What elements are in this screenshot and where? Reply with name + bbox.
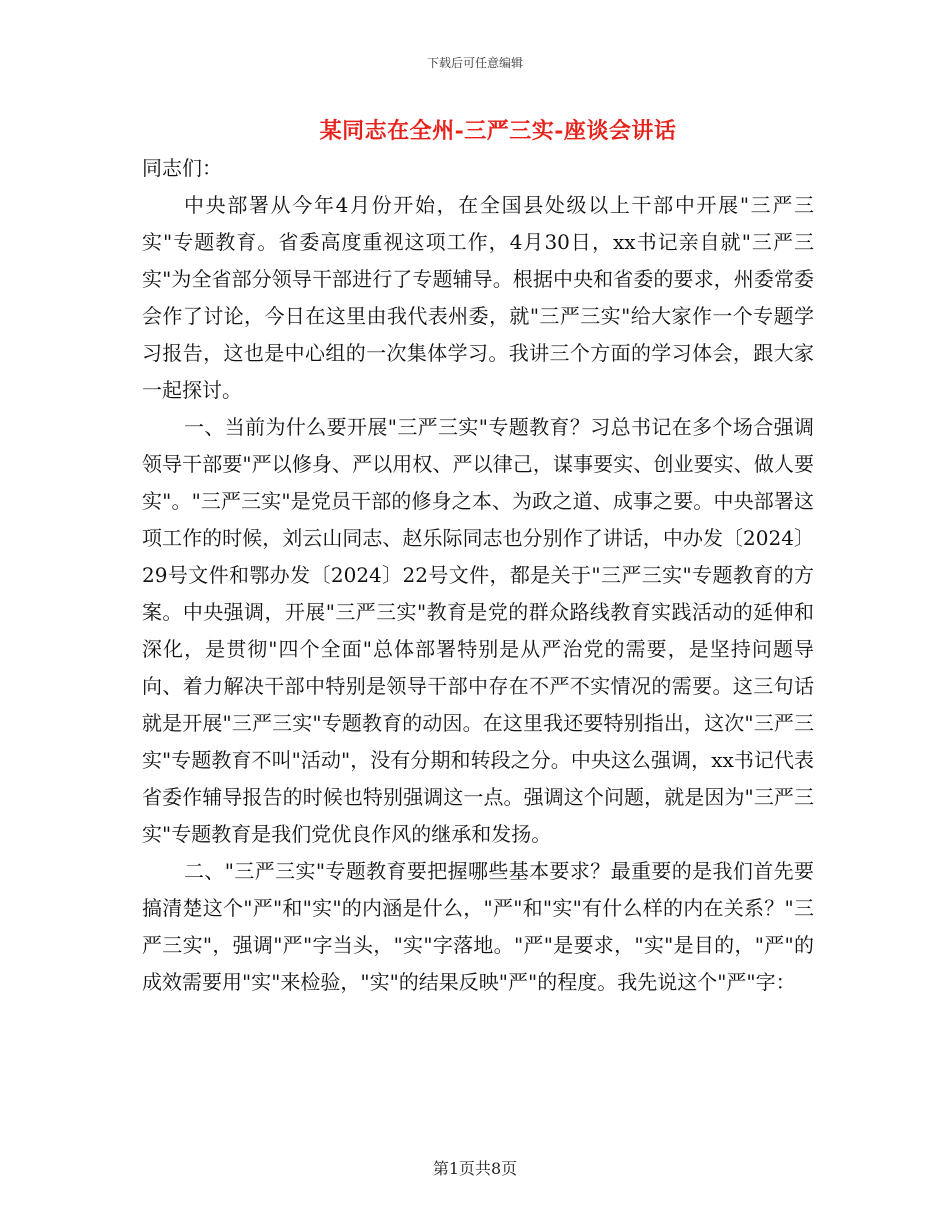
- document-title: 某同志在全州-三严三实-座谈会讲话: [319, 118, 677, 144]
- document-body: [142, 150, 814, 1001]
- paragraph-intro: 中央部署从今年4月份开始，在全国县处级以上干部中开展"三严三实"专题教育。省委高度重视这项工作，4月30日，xx书记亲自就"三严三实"为全省部分领导干部进行了专题辅导。根据中央和省委的要求，州委常委会作了讨论，今日在这里由我代表州委，就"三严三实"给大家作一个专题学习报告，这也是中心组的一次集体学习。我讲三个方面的学习体会，跟大家一起探讨。: [142, 193, 814, 402]
- page-number: 第1页共8页: [432, 1159, 518, 1178]
- salutation: 同志们：: [142, 156, 222, 180]
- paragraph-section-two: 二、"三严三实"专题教育要把握哪些基本要求？最重要的是我们首先要搞清楚这个"严"和"实"的内涵是什么，"严"和"实"有什么样的内在关系？"三严三实"，强调"严"字当头，"实"字落地。"严"是要求，"实"是目的，"严"的成效需要用"实"来检验，"实"的结果反映"严"的程度。我先说这个"严"字：: [142, 859, 814, 994]
- paragraph-section-one: 一、当前为什么要开展"三严三实"专题教育？习总书记在多个场合强调领导干部要"严以修身、严以用权、严以律己，谋事要实、创业要实、做人要实"。"三严三实"是党员干部的修身之本、为政之道、成事之要。中央部署这项工作的时候，刘云山同志、赵乐际同志也分别作了讲话，中办发〔2024〕29号文件和鄂办发〔2024〕22号文件，都是关于"三严三实"专题教育的方案。中央强调，开展"三严三实"教育是党的群众路线教育实践活动的延伸和深化，是贯彻"四个全面"总体部署特别是从严治党的需要，是坚持问题导向、着力解决干部中特别是领导干部中存在不严不实情况的需要。这三句话就是开展"三严三实"专题教育的动因。在这里我还要特别指出，这次"三严三实"专题教育不叫"活动"，没有分期和转段之分。中央这么强调，xx书记代表省委作辅导报告的时候也特别强调这一点。强调这个问题，就是因为"三严三实"专题教育是我们党优良作风的继承和发扬。: [142, 415, 814, 846]
- header-note: 下载后可任意编辑: [426, 56, 523, 70]
